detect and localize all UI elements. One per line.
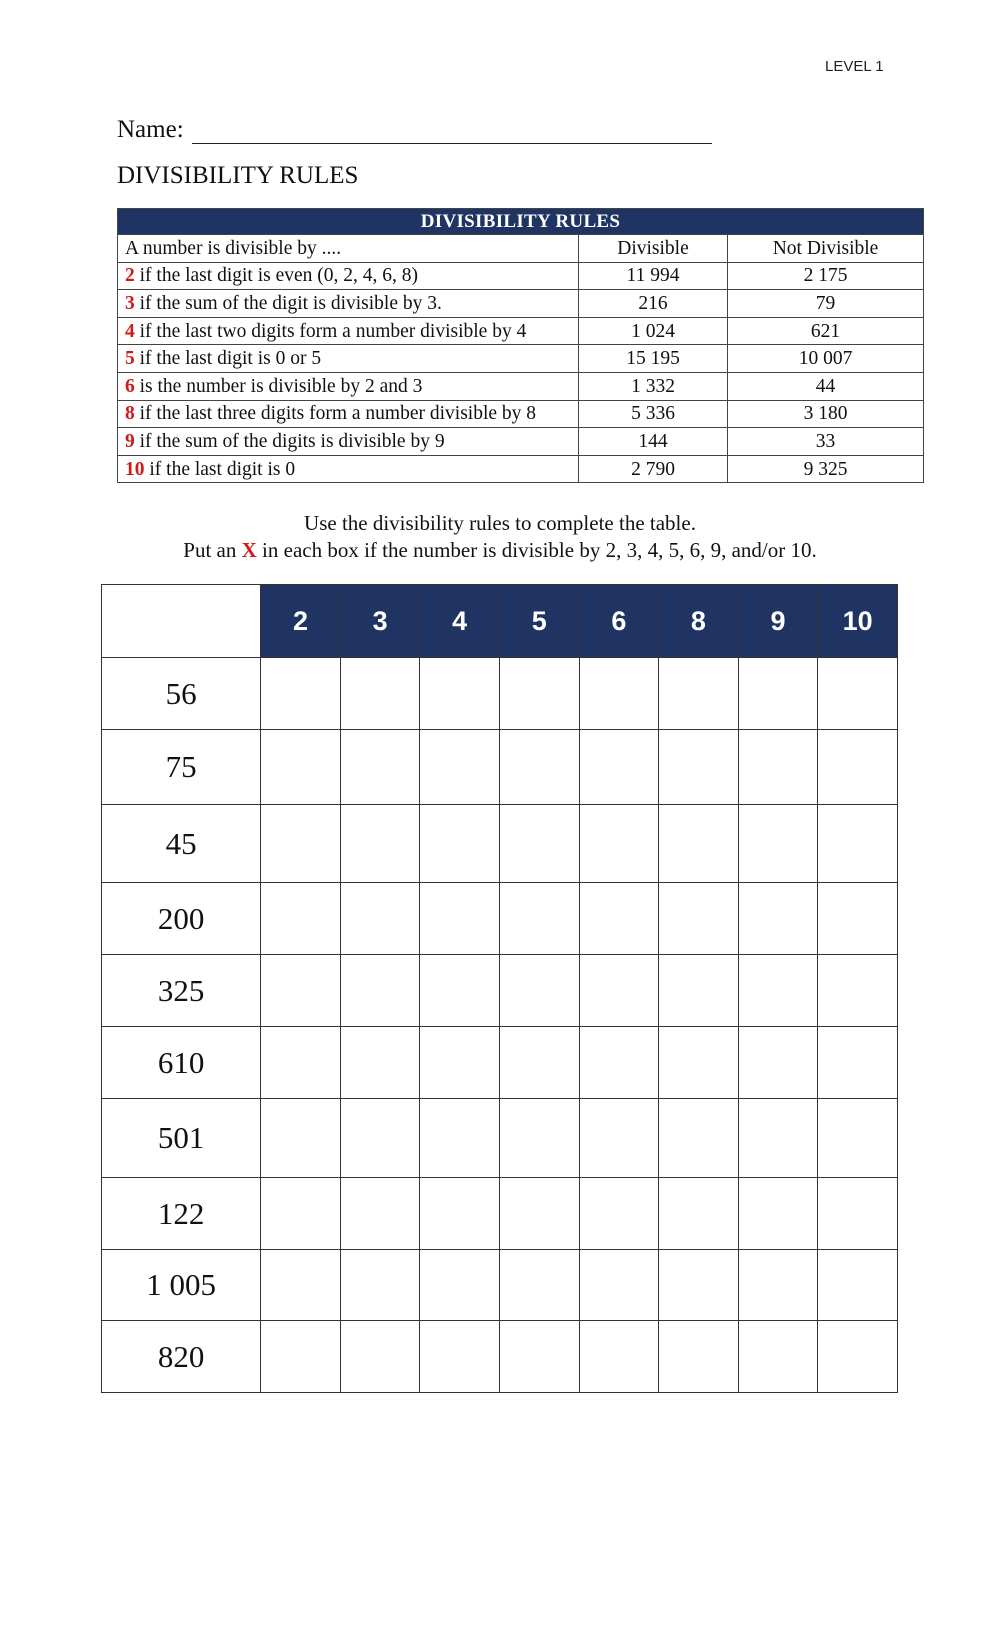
answer-cell[interactable]: [499, 1178, 579, 1250]
answer-cell[interactable]: [340, 1099, 420, 1178]
grid-row: [102, 1250, 898, 1321]
answer-cell[interactable]: [420, 1178, 500, 1250]
x-mark: X: [241, 538, 257, 562]
answer-cell[interactable]: [261, 883, 341, 955]
number-label: 75: [102, 730, 261, 805]
answer-cell[interactable]: [420, 955, 500, 1027]
rules-table: [117, 208, 924, 483]
rule-row: [118, 317, 924, 345]
answer-cell[interactable]: [340, 1178, 420, 1250]
instructions-line-2: [0, 537, 1000, 564]
rule-text: [118, 455, 579, 483]
answer-cell[interactable]: [738, 955, 818, 1027]
answer-cell[interactable]: [261, 1099, 341, 1178]
answer-cell[interactable]: [499, 1321, 579, 1393]
answer-cell[interactable]: [261, 1321, 341, 1393]
rule-description: if the sum of the digits is divisible by 9: [134, 430, 445, 452]
page-title: DIVISIBILITY RULES: [117, 162, 359, 189]
answer-cell[interactable]: [261, 955, 341, 1027]
answer-cell[interactable]: [499, 883, 579, 955]
answer-cell[interactable]: [738, 805, 818, 883]
answer-cell[interactable]: [659, 805, 739, 883]
rules-table-title: DIVISIBILITY RULES: [118, 209, 924, 235]
divisor-header: 6: [579, 585, 659, 658]
rules-header-divisible: Divisible: [579, 235, 728, 263]
rules-header-not-divisible: Not Divisible: [728, 235, 924, 263]
answer-cell[interactable]: [261, 658, 341, 730]
rule-number: 8: [125, 403, 135, 425]
divisibility-grid: [101, 584, 898, 1393]
rule-not-divisible-example: 10 007: [728, 345, 924, 373]
answer-cell[interactable]: [818, 1321, 898, 1393]
answer-cell[interactable]: [340, 1250, 420, 1321]
answer-cell[interactable]: [659, 1178, 739, 1250]
rule-row: [118, 455, 924, 483]
rule-number: 6: [125, 375, 135, 397]
answer-cell[interactable]: [340, 955, 420, 1027]
answer-cell[interactable]: [579, 1099, 659, 1178]
answer-cell[interactable]: [579, 730, 659, 805]
answer-cell[interactable]: [499, 1099, 579, 1178]
answer-cell[interactable]: [420, 1250, 500, 1321]
rules-header-rule: A number is divisible by ....: [118, 235, 579, 263]
answer-cell[interactable]: [261, 1178, 341, 1250]
rule-row: [118, 372, 924, 400]
answer-cell[interactable]: [420, 805, 500, 883]
grid-row: [102, 1099, 898, 1178]
answer-cell[interactable]: [579, 1321, 659, 1393]
answer-cell[interactable]: [340, 730, 420, 805]
rule-not-divisible-example: 33: [728, 428, 924, 456]
rule-number: 2: [125, 265, 135, 287]
grid-row: [102, 730, 898, 805]
number-label: 56: [102, 658, 261, 730]
rule-divisible-example: 2 790: [579, 455, 728, 483]
answer-cell[interactable]: [340, 658, 420, 730]
rule-number: 3: [125, 292, 135, 314]
answer-cell[interactable]: [261, 1027, 341, 1099]
rule-not-divisible-example: 44: [728, 372, 924, 400]
rule-description: if the last three digits form a number divisible by 8: [134, 403, 537, 425]
answer-cell[interactable]: [659, 658, 739, 730]
answer-cell[interactable]: [818, 805, 898, 883]
rule-description: if the last two digits form a number divisible by 4: [134, 320, 527, 342]
divisor-header: 5: [499, 585, 579, 658]
answer-cell[interactable]: [340, 1321, 420, 1393]
rule-row: [118, 262, 924, 290]
answer-cell[interactable]: [659, 1099, 739, 1178]
answer-cell[interactable]: [420, 883, 500, 955]
rule-not-divisible-example: 79: [728, 290, 924, 318]
answer-cell[interactable]: [499, 955, 579, 1027]
level-label: LEVEL 1: [825, 58, 884, 75]
answer-cell[interactable]: [579, 955, 659, 1027]
answer-cell[interactable]: [738, 658, 818, 730]
instructions-post: in each box if the number is divisible by 2, 3, 4, 5, 6, 9, and/or 10.: [256, 538, 817, 562]
number-label: 820: [102, 1321, 261, 1393]
answer-cell[interactable]: [420, 658, 500, 730]
answer-cell[interactable]: [738, 883, 818, 955]
rule-description: if the sum of the digit is divisible by 3.: [134, 292, 442, 314]
number-label: 610: [102, 1027, 261, 1099]
answer-cell[interactable]: [420, 730, 500, 805]
rule-text: [118, 400, 579, 428]
grid-row: [102, 658, 898, 730]
answer-cell[interactable]: [261, 805, 341, 883]
rule-text: [118, 345, 579, 373]
number-label: 122: [102, 1178, 261, 1250]
rule-text: [118, 262, 579, 290]
rule-text: [118, 428, 579, 456]
grid-row: [102, 883, 898, 955]
number-label: 45: [102, 805, 261, 883]
rule-description: is the number is divisible by 2 and 3: [134, 375, 423, 397]
name-input-line[interactable]: [192, 119, 712, 144]
rule-divisible-example: 216: [579, 290, 728, 318]
answer-cell[interactable]: [499, 1250, 579, 1321]
answer-cell[interactable]: [738, 1250, 818, 1321]
answer-cell[interactable]: [738, 1178, 818, 1250]
answer-cell[interactable]: [499, 805, 579, 883]
answer-cell[interactable]: [738, 1027, 818, 1099]
rule-row: [118, 400, 924, 428]
grid-row: [102, 955, 898, 1027]
divisor-header: 2: [261, 585, 341, 658]
rule-not-divisible-example: 3 180: [728, 400, 924, 428]
rule-text: [118, 317, 579, 345]
instructions-line-1: Use the divisibility rules to complete the table.: [304, 511, 696, 535]
answer-cell[interactable]: [420, 1099, 500, 1178]
answer-cell[interactable]: [659, 1027, 739, 1099]
answer-cell[interactable]: [659, 955, 739, 1027]
answer-cell[interactable]: [499, 730, 579, 805]
divisor-header: 4: [420, 585, 500, 658]
answer-cell[interactable]: [261, 1250, 341, 1321]
divisor-header: 8: [659, 585, 739, 658]
rule-divisible-example: 15 195: [579, 345, 728, 373]
answer-cell[interactable]: [420, 1321, 500, 1393]
rule-row: [118, 428, 924, 456]
rule-number: 4: [125, 320, 135, 342]
answer-cell[interactable]: [818, 1027, 898, 1099]
answer-cell[interactable]: [659, 883, 739, 955]
grid-row: [102, 1027, 898, 1099]
rule-divisible-example: 144: [579, 428, 728, 456]
answer-cell[interactable]: [818, 730, 898, 805]
rule-not-divisible-example: 9 325: [728, 455, 924, 483]
number-label: 501: [102, 1099, 261, 1178]
number-label: 1 005: [102, 1250, 261, 1321]
number-label: 200: [102, 883, 261, 955]
instructions: [0, 510, 1000, 564]
name-label: Name:: [117, 116, 184, 143]
answer-cell[interactable]: [818, 1250, 898, 1321]
rule-divisible-example: 1 024: [579, 317, 728, 345]
answer-cell[interactable]: [818, 658, 898, 730]
instructions-pre: Put an: [183, 538, 242, 562]
answer-cell[interactable]: [340, 1027, 420, 1099]
answer-cell[interactable]: [738, 730, 818, 805]
rule-description: if the last digit is even (0, 2, 4, 6, 8): [134, 265, 418, 287]
rule-divisible-example: 1 332: [579, 372, 728, 400]
answer-cell[interactable]: [340, 805, 420, 883]
answer-cell[interactable]: [738, 1099, 818, 1178]
answer-cell[interactable]: [499, 1027, 579, 1099]
rule-text: [118, 372, 579, 400]
rule-row: [118, 290, 924, 318]
answer-cell[interactable]: [340, 883, 420, 955]
answer-cell[interactable]: [818, 955, 898, 1027]
grid-row: [102, 805, 898, 883]
grid-row: [102, 1321, 898, 1393]
answer-cell[interactable]: [579, 883, 659, 955]
rule-not-divisible-example: 621: [728, 317, 924, 345]
answer-cell[interactable]: [261, 730, 341, 805]
answer-cell[interactable]: [579, 805, 659, 883]
rule-number: 10: [125, 458, 145, 480]
grid-corner: [102, 585, 261, 658]
rule-description: if the last digit is 0: [144, 458, 296, 480]
number-label: 325: [102, 955, 261, 1027]
answer-cell[interactable]: [579, 1027, 659, 1099]
grid-row: [102, 1178, 898, 1250]
divisor-header: 3: [340, 585, 420, 658]
answer-cell[interactable]: [818, 1178, 898, 1250]
answer-cell[interactable]: [499, 658, 579, 730]
answer-cell[interactable]: [659, 730, 739, 805]
rule-number: 9: [125, 430, 135, 452]
answer-cell[interactable]: [579, 1178, 659, 1250]
answer-cell[interactable]: [659, 1250, 739, 1321]
answer-cell[interactable]: [659, 1321, 739, 1393]
answer-cell[interactable]: [579, 658, 659, 730]
rule-number: 5: [125, 348, 135, 370]
answer-cell[interactable]: [818, 883, 898, 955]
rule-divisible-example: 11 994: [579, 262, 728, 290]
answer-cell[interactable]: [579, 1250, 659, 1321]
rule-text: [118, 290, 579, 318]
divisor-header: 9: [738, 585, 818, 658]
rule-not-divisible-example: 2 175: [728, 262, 924, 290]
rule-description: if the last digit is 0 or 5: [134, 348, 322, 370]
answer-cell[interactable]: [818, 1099, 898, 1178]
answer-cell[interactable]: [738, 1321, 818, 1393]
rule-divisible-example: 5 336: [579, 400, 728, 428]
answer-cell[interactable]: [420, 1027, 500, 1099]
rule-row: [118, 345, 924, 373]
divisor-header: 10: [818, 585, 898, 658]
name-row: [117, 116, 712, 144]
